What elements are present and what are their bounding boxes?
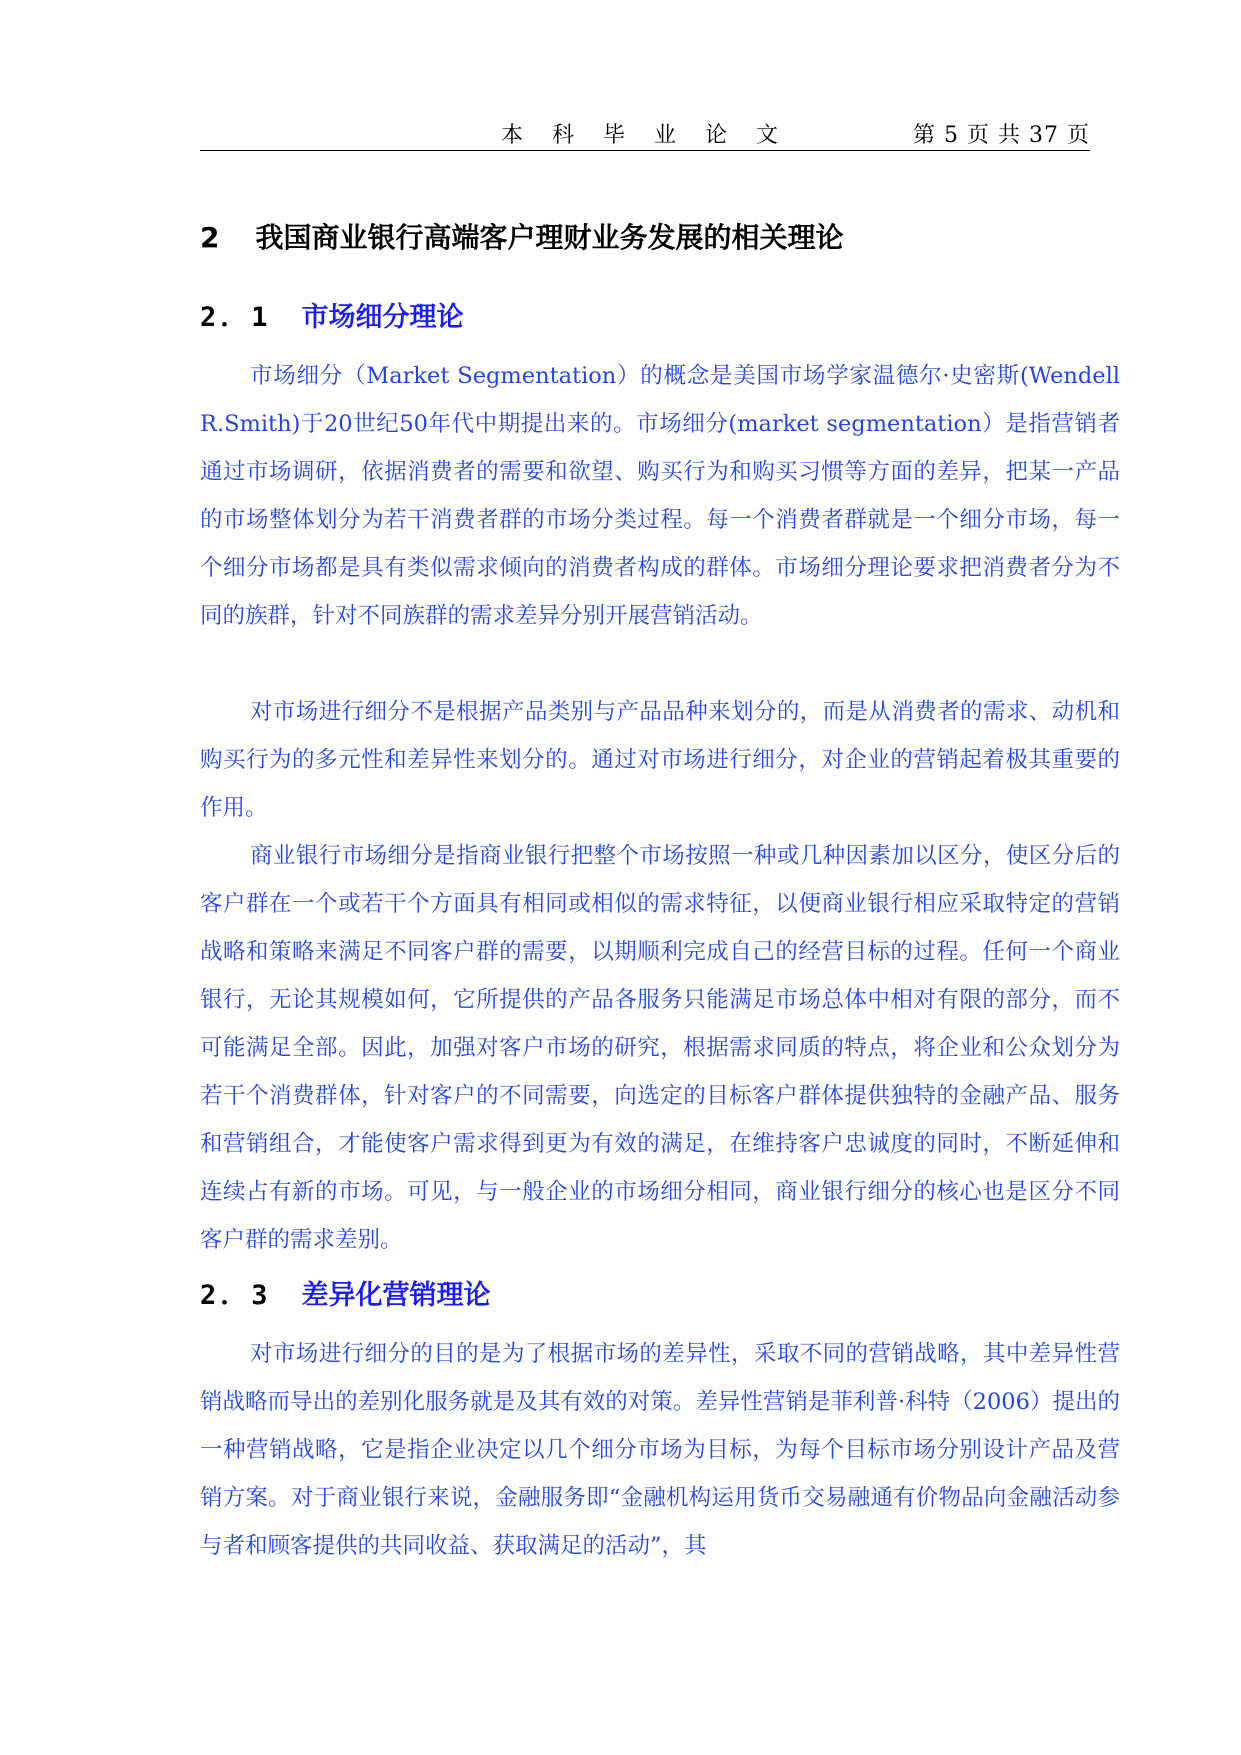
body-paragraph: 商业银行市场细分是指商业银行把整个市场按照一种或几种因素加以区分，使区分后的客户群在一个或若干个方面具有相同或相似的需求特征，以便商业银行相应采取特定的营销战略和策略来满足不同客户群的需要，以期顺利完成自己的经营目标的过程。任何一个商业银行，无论其规模如何，它所提供的产品各服务只能满足市场总体中相对有限的部分，而不可能满足全部。因此，加强对客户市场的研究，根据需求同质的特点，将企业和公众划分为若干个消费群体，针对客户的不同需要，向选定的目标客户群体提供独特的金融产品、服务和营销组合，才能使客户需求得到更为有效的满足，在维持客户忠诚度的同时，不断延伸和连续占有新的市场。可见，与一般企业的市场细分相同，商业银行细分的核心也是区分不同客户群的需求差别。: [200, 843, 1120, 1253]
running-head-title: 本 科 毕 业 论 文: [501, 123, 789, 148]
section-heading: [200, 298, 464, 338]
chapter-heading: [200, 218, 844, 258]
body-paragraph: 对市场进行细分的目的是为了根据市场的差异性，采取不同的营销战略，其中差异性营销战略而导出的差别化服务就是及其有效的对策。差异性营销是菲利普·科特（2006）提出的一种营销战略，它是指企业决定以几个细分市场为目标，为每个目标市场分别设计产品及营销方案。对于商业银行来说，金融服务即“金融机构运用货币交易融通有价物品向金融活动参与者和顾客提供的共同收益、获取满足的活动”，其: [200, 1341, 1120, 1559]
body-paragraph: 对市场进行细分不是根据产品类别与产品品种来划分的，而是从消费者的需求、动机和购买行为的多元性和差异性来划分的。通过对市场进行细分，对企业的营销起着极其重要的作用。: [200, 699, 1120, 821]
chapter-number: 2: [200, 221, 220, 254]
section-heading: [200, 1276, 491, 1316]
section-number: 2．1: [200, 302, 272, 333]
page-header: [200, 124, 1090, 151]
page-number: 第 5 页 共 37 页: [913, 123, 1090, 148]
section-number: 2．3: [200, 1280, 272, 1311]
section-title: 市场细分理论: [301, 302, 464, 333]
body-paragraph: 市场细分（Market Segmentation）的概念是美国市场学家温德尔·史密斯(Wendell R.Smith)于20世纪50年代中期提出来的。市场细分(market segmentation）是指营销者通过市场调研，依据消费者的需要和欲望、购买行为和购买习惯等方面的差异，把某一产品的市场整体划分为若干消费者群的市场分类过程。每一个消费者群就是一个细分市场，每一个细分市场都是具有类似需求倾向的消费者构成的群体。市场细分理论要求把消费者分为不同的族群，针对不同族群的需求差异分别开展营销活动。: [200, 363, 1120, 629]
chapter-title: 我国商业银行高端客户理财业务发展的相关理论: [255, 221, 844, 254]
section-title: 差异化营销理论: [301, 1280, 491, 1311]
